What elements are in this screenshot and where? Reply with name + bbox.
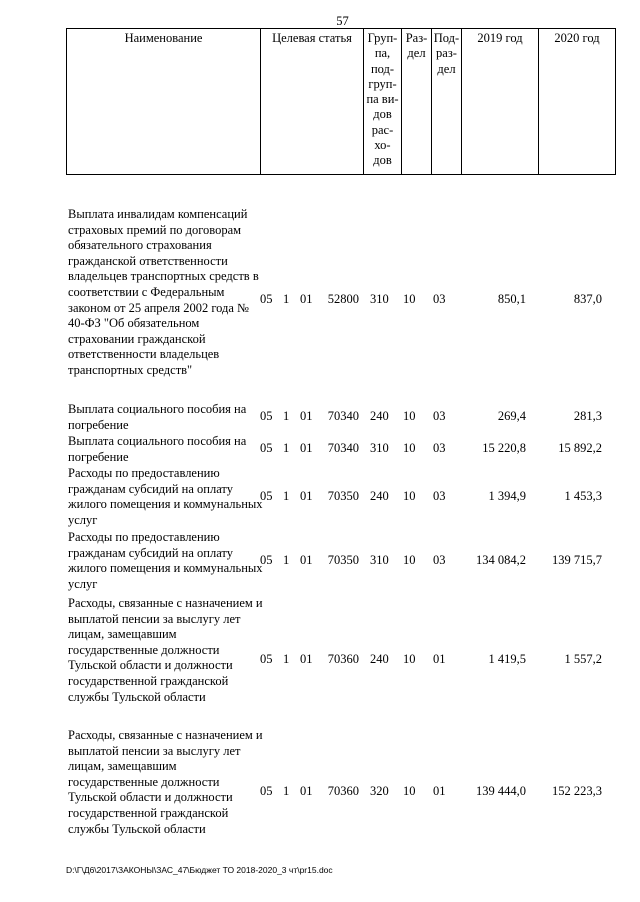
row-code-a: 05 xyxy=(260,292,273,306)
row-value-2019: 139 444,0 xyxy=(476,784,526,798)
row-code-c: 01 xyxy=(300,409,313,423)
row-value-2019: 1 394,9 xyxy=(488,489,526,503)
row-group: 310 xyxy=(370,553,389,567)
row-code-d: 70340 xyxy=(327,409,359,423)
header-year-2020: 2020 год xyxy=(539,29,616,175)
row-value-2019: 269,4 xyxy=(497,409,526,423)
row-value-2020: 152 223,3 xyxy=(552,784,602,798)
row-group: 240 xyxy=(370,652,389,666)
row-code-b: 1 xyxy=(283,292,290,306)
row-code-d: 70360 xyxy=(327,652,359,666)
row-subsection: 01 xyxy=(433,784,446,798)
row-value-2020: 281,3 xyxy=(573,409,602,423)
row-name: Расходы, связанные с назначением и выплатой пенсии за выслугу лет лицам, замещавшим государственные должности Тульской области и должности государственной гражданской службы Тульской области xyxy=(68,596,263,704)
row-value-2020: 837,0 xyxy=(573,292,602,306)
row-section: 10 xyxy=(403,652,416,666)
row-subsection: 03 xyxy=(433,409,446,423)
header-expense-group: Груп- па, под- груп- па ви- дов рас- хо- дов xyxy=(364,29,402,175)
row-value-2019: 850,1 xyxy=(497,292,526,306)
row-code-b: 1 xyxy=(283,441,290,455)
row-section: 10 xyxy=(403,489,416,503)
row-group: 320 xyxy=(370,784,389,798)
row-value-2019: 134 084,2 xyxy=(476,553,526,567)
row-code-d: 70350 xyxy=(327,489,359,503)
row-group: 310 xyxy=(370,441,389,455)
row-section: 10 xyxy=(403,292,416,306)
row-code-b: 1 xyxy=(283,652,290,666)
row-code-c: 01 xyxy=(300,489,313,503)
row-name: Выплата инвалидам компенсаций страховых премий по договорам обязательного страхования гражданской ответственности владельцев транспортных средств в соответствии с Федеральным законом от 25 апреля 2002 года № 40-ФЗ "Об обязательном страховании гражданской ответственности владельцев транспортных средств" xyxy=(68,207,259,377)
row-subsection: 03 xyxy=(433,553,446,567)
row-code-d: 70360 xyxy=(327,784,359,798)
row-code-b: 1 xyxy=(283,489,290,503)
row-code-c: 01 xyxy=(300,784,313,798)
row-value-2020: 139 715,7 xyxy=(552,553,602,567)
row-subsection: 03 xyxy=(433,441,446,455)
row-name: Выплата социального пособия на погребение xyxy=(68,402,247,432)
row-value-2019: 1 419,5 xyxy=(488,652,526,666)
row-code-c: 01 xyxy=(300,441,313,455)
footer-file-path: D:\Г\Д6\2017\ЗАКОНЫ\ЗАС_47\Бюджет ТО 2018-2020_3 чт\pr15.doc xyxy=(66,865,333,875)
row-subsection: 03 xyxy=(433,489,446,503)
table-header xyxy=(66,28,616,175)
row-group: 240 xyxy=(370,409,389,423)
header-section: Раз- дел xyxy=(402,29,432,175)
row-code-a: 05 xyxy=(260,409,273,423)
row-code-c: 01 xyxy=(300,292,313,306)
page-number: 57 xyxy=(336,14,349,28)
row-name: Расходы, связанные с назначением и выплатой пенсии за выслугу лет лицам, замещавшим государственные должности Тульской области и должности государственной гражданской службы Тульской области xyxy=(68,728,263,836)
row-value-2020: 15 892,2 xyxy=(558,441,602,455)
header-name: Наименование xyxy=(67,29,261,175)
row-subsection: 03 xyxy=(433,292,446,306)
header-subsection: Под- раз- дел xyxy=(432,29,462,175)
row-group: 310 xyxy=(370,292,389,306)
row-code-c: 01 xyxy=(300,652,313,666)
header-target-article: Целевая статья xyxy=(261,29,364,175)
row-code-b: 1 xyxy=(283,553,290,567)
row-code-a: 05 xyxy=(260,489,273,503)
row-code-a: 05 xyxy=(260,652,273,666)
row-value-2020: 1 557,2 xyxy=(564,652,602,666)
row-name: Выплата социального пособия на погребение xyxy=(68,434,247,464)
row-code-b: 1 xyxy=(283,409,290,423)
row-code-a: 05 xyxy=(260,441,273,455)
row-section: 10 xyxy=(403,784,416,798)
row-code-a: 05 xyxy=(260,553,273,567)
row-code-d: 70340 xyxy=(327,441,359,455)
row-code-c: 01 xyxy=(300,553,313,567)
row-name: Расходы по предоставлению гражданам субсидий на оплату жилого помещения и коммунальных услуг xyxy=(68,530,263,591)
row-code-d: 70350 xyxy=(327,553,359,567)
header-year-2019: 2019 год xyxy=(462,29,539,175)
row-subsection: 01 xyxy=(433,652,446,666)
row-section: 10 xyxy=(403,441,416,455)
row-section: 10 xyxy=(403,553,416,567)
row-name: Расходы по предоставлению гражданам субсидий на оплату жилого помещения и коммунальных услуг xyxy=(68,466,263,527)
row-value-2020: 1 453,3 xyxy=(564,489,602,503)
row-code-b: 1 xyxy=(283,784,290,798)
row-code-d: 52800 xyxy=(327,292,359,306)
row-section: 10 xyxy=(403,409,416,423)
row-group: 240 xyxy=(370,489,389,503)
row-value-2019: 15 220,8 xyxy=(482,441,526,455)
row-code-a: 05 xyxy=(260,784,273,798)
